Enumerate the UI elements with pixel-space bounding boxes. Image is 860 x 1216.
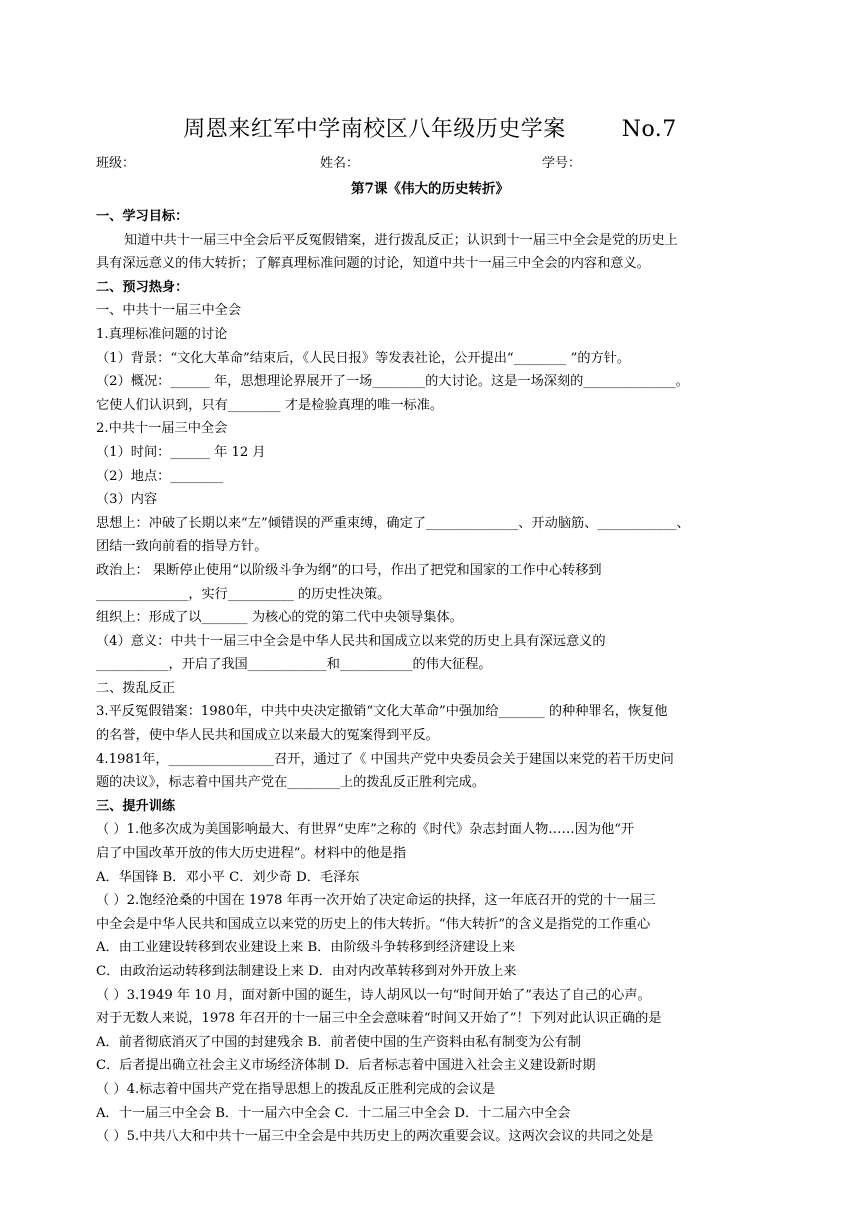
- school-title: 周恩来红军中学南校区八年级历史学案: [183, 117, 566, 142]
- answer-options: A．由工业建设转移到农业建设上来 B．由阶级斗争转移到经济建设上来: [96, 940, 516, 956]
- text-line: 知道中共十一届三中全会后平反冤假错案，进行拨乱反正；认识到十一届三中全会是党的历史上: [124, 232, 678, 248]
- worksheet-number: No.7: [621, 117, 677, 142]
- fill-blank-line: ______________，实行__________ 的历史性决策。: [96, 586, 391, 602]
- lesson-title: 第7课《伟大的历史转折》: [351, 181, 509, 197]
- answer-options: C．后者提出确立社会主义市场经济体制 D．后者标志着中国进入社会主义建设新时期: [96, 1058, 596, 1074]
- section-heading: 一、学习目标：: [96, 209, 189, 224]
- question-line: 对于无数人来说，1978 年召开的十一届三中全会意味着“时间又开始了”！下列对此认识正确的是: [96, 1011, 662, 1027]
- question-line: （ ）1.他多次成为美国影响最大、有世界“史库”之称的《时代》杂志封面人物……因为他“开: [96, 822, 635, 838]
- section-heading: 二、预习热身：: [96, 279, 189, 295]
- text-line: 2.中共十一届三中全会: [96, 421, 228, 437]
- fill-blank-line: 组织上：形成了以_______ 为核心的党的第二代中央领导集体。: [96, 610, 463, 626]
- question-line: （ ）4.标志着中国共产党在指导思想上的拨乱反正胜利完成的会议是: [96, 1081, 496, 1097]
- question-line: （ ）5.中共八大和中共十一届三中全会是中共历史上的两次重要会议。这两次会议的共同之处是: [96, 1129, 654, 1145]
- fill-blank-line: 思想上：冲破了长期以来“左”倾错误的严重束缚，确定了______________、开动脑筋、____________、: [96, 515, 690, 531]
- text-line: 具有深远意义的伟大转折；了解真理标准问题的讨论，知道中共十一届三中全会的内容和意义。: [96, 256, 650, 272]
- document-title: [0, 112, 860, 143]
- fill-blank-line: ___________，开启了我国____________和___________的伟大征程。: [96, 657, 492, 673]
- fill-blank-line: 它使人们认识到，只有________ 才是检验真理的唯一标准。: [96, 397, 444, 413]
- student-info-line: [96, 152, 796, 170]
- text-line: （3）内容: [96, 492, 158, 508]
- fill-blank-line: （2）概况：______ 年，思想理论界展开了一场________的大讨论。这是一场深刻的______________。: [96, 374, 689, 390]
- text-line: 政治上： 果断停止使用“以阶级斗争为纲”的口号，作出了把党和国家的工作中心转移到: [96, 562, 602, 578]
- class-label: 班级：: [96, 156, 136, 171]
- fill-blank-line: （1）时间：______ 年 12 月: [96, 444, 266, 460]
- subsection-heading: 二、拨乱反正: [96, 680, 176, 696]
- fill-blank-line: 题的决议》，标志着中国共产党在________上的拨乱反正胜利完成。: [96, 775, 486, 791]
- fill-blank-line: （1）背景：“文化大革命”结束后，《人民日报》等发表社论，公开提出“________ ”的方针。: [96, 350, 631, 366]
- fill-blank-line: 3.平反冤假错案：1980年，中共中央决定撤销“文化大革命”中强加给_______ 的种种罪名，恢复他: [96, 704, 668, 720]
- answer-options: A．前者彻底消灭了中国的封建残余 B．前者使中国的生产资料由私有制变为公有制: [96, 1034, 581, 1050]
- text-line: 团结一致向前看的指导方针。: [96, 539, 268, 555]
- section-heading: 三、提升训练: [96, 798, 176, 814]
- text-line: （4）意义：中共十一届三中全会是中华人民共和国成立以来党的历史上具有深远意义的: [96, 633, 606, 649]
- fill-blank-line: （2）地点：________: [96, 468, 224, 484]
- question-line: （ ）3.1949 年 10 月，面对新中国的诞生，诗人胡风以一句“时间开始了”表达了自己的心声。: [96, 987, 651, 1003]
- question-line: 启了中国改革开放的伟大历史进程”。材料中的他是指: [96, 846, 407, 862]
- worksheet-body: [96, 205, 766, 1149]
- text-line: 的名誉，使中华人民共和国成立以来最大的冤案得到平反。: [96, 728, 439, 744]
- answer-options: C．由政治运动转移到法制建设上来 D．由对内改革转移到对外开放上来: [96, 964, 517, 979]
- subsection-heading: 一、中共十一届三中全会: [96, 303, 242, 319]
- answer-options: A．华国锋 B．邓小平 C．刘少奇 D．毛泽东: [96, 869, 360, 885]
- answer-options: A．十一届三中全会 B．十一届六中全会 C．十二届三中全会 D．十二届六中全会: [96, 1105, 571, 1121]
- fill-blank-line: 4.1981年，________________召开，通过了《 中国共产党中央委员会关于建国以来党的若干历史问: [96, 751, 674, 767]
- text-line: 1.真理标准问题的讨论: [96, 326, 228, 342]
- name-label: 姓名：: [320, 156, 360, 171]
- question-line: 中全会是中华人民共和国成立以来党的历史上的伟大转折。“伟大转折”的含义是指党的工作重心: [96, 916, 651, 932]
- question-line: （ ）2.饱经沧桑的中国在 1978 年再一次开始了决定命运的抉择，这一年底召开的党的十一届三: [96, 893, 656, 909]
- student-id-label: 学号：: [542, 156, 582, 171]
